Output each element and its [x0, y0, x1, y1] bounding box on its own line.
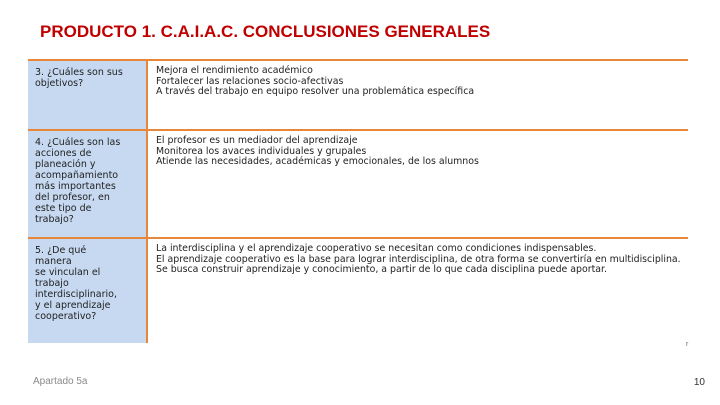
corner-mark: r: [686, 341, 689, 348]
question-text: 5. ¿De qué manera se vinculan el trabajo interdisciplinario, y el aprendizaje cooperativo?: [35, 245, 117, 322]
conclusions-table: [28, 59, 688, 343]
answer-text: Mejora el rendimiento académico Fortalecer las relaciones socio-afectivas A través del trabajo en equipo resolver una problemática específica: [156, 65, 475, 97]
page-number: 10: [693, 377, 705, 388]
answer-cell: [152, 131, 688, 237]
question-cell: [28, 239, 148, 343]
footer-section-label: Apartado 5a: [33, 376, 88, 387]
table-row: [28, 61, 688, 131]
answer-text: La interdisciplina y el aprendizaje cooperativo se necesitan como condiciones indispensables. El aprendizaje cooperativo es la base para lograr interdisciplina, de otra forma se convertiría en multidisciplina. Se busca construir aprendizaje y conocimiento, a partir de lo que cada disciplina puede aportar.: [156, 243, 681, 275]
slide-title: PRODUCTO 1. C.A.I.A.C. CONCLUSIONES GENERALES: [40, 22, 491, 41]
table-row: [28, 239, 688, 343]
table-row: [28, 131, 688, 239]
question-text: 4. ¿Cuáles son las acciones de planeación y acompañamiento más importantes del profesor, en este tipo de trabajo?: [35, 137, 121, 225]
answer-text: El profesor es un mediador del aprendizaje Monitorea los avaces individuales y grupales Atiende las necesidades, académicas y emocionales, de los alumnos: [156, 135, 479, 167]
question-cell: [28, 131, 148, 237]
answer-cell: [152, 239, 688, 343]
answer-cell: [152, 61, 688, 129]
question-text: 3. ¿Cuáles son sus objetivos?: [35, 67, 123, 89]
question-cell: [28, 61, 148, 129]
